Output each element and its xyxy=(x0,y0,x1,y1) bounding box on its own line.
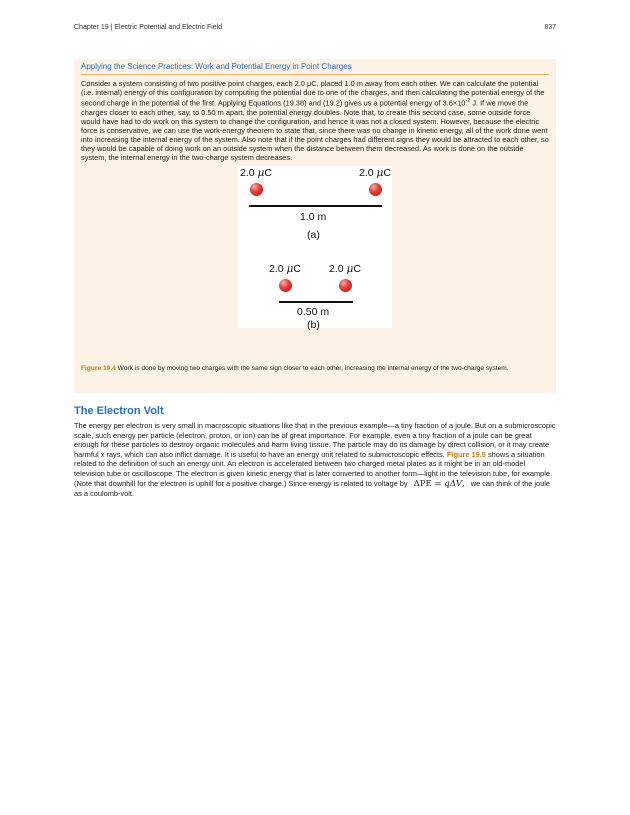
section-text-part-2: shows a situation related to the definition of such an energy unit. An electron is accelerated between two charged metal plates as it might be in an old-model television tube or oscilloscope. The electron is given kinetic energy that is later converted to another form—light in the television tube, for example. (Note that downhill for the electron is uphill for a positive charge.) Since energy is related to voltage by xyxy=(74,449,553,488)
distance-label-a: 1.0 m xyxy=(300,211,327,224)
figure-number: Figure 19.4 xyxy=(81,365,116,372)
chapter-title: Chapter 19 | Electric Potential and Electric Field xyxy=(74,24,223,31)
distance-bar-b xyxy=(279,301,353,303)
section-text-part-3: we can think of the joule as a coulomb-volt. xyxy=(74,478,551,499)
running-header xyxy=(74,24,556,31)
point-charge-b-right xyxy=(339,279,352,292)
distance-bar-a xyxy=(249,205,382,207)
feature-text-part-2: J. If we move the charges closer to each other, say, to 0.50 m apart, the potential energy doubles. Note that, to create this second case, some outside force would have had to do work on this system to change the configuration, and hence it was not a closed system. However, because the electric force is conservative, we can use the work-energy theorem to state that, since there was no change in kinetic energy, all of the work done went into increasing the internal energy of the system. Also note that if the point charges had different signs they would be attracted to each other, so they would be capable of doing work on an outside system when the distance between them decreased. As work is done on the outside system, the internal energy in the two-charge system decreases. xyxy=(81,98,549,163)
figure-caption xyxy=(81,365,549,373)
part-label-b: (b) xyxy=(307,319,320,332)
page-number: 837 xyxy=(544,24,556,31)
exponent: -2 xyxy=(465,98,471,105)
section-heading-electron-volt: The Electron Volt xyxy=(74,405,164,417)
point-charge-a-left xyxy=(250,183,263,196)
science-practices-feature-box xyxy=(74,59,556,393)
point-charge-a-right xyxy=(369,183,382,196)
figure-19-4-diagram xyxy=(238,166,392,332)
part-label-a: (a) xyxy=(307,229,320,242)
charge-label-b-left: 2.0 μC xyxy=(269,263,301,276)
point-charge-b-left xyxy=(279,279,292,292)
charge-label-b-right: 2.0 μC xyxy=(329,263,361,276)
distance-label-b: 0.50 m xyxy=(297,306,330,319)
feature-paragraph xyxy=(81,79,549,162)
caption-text: Work is done by moving two charges with the same sign closer to each other, increasing the internal energy of the two-charge system. xyxy=(115,365,509,372)
section-text-part-1: The energy per electron is very small in macroscopic situations like that in the previous example—a tiny fraction of a joule. But on a submicroscopic scale, such energy per particle (electron, proton, or ion) can be of great importance. For example, even a tiny fraction of a joule can be great enough for these particles to destroy organic molecules and harm living tissue. The particle may do its damage by direct collision, or it may create harmful x rays, which can also inflict damage. It is useful to have an energy unit related to submicroscopic effects. xyxy=(74,421,556,459)
figure-19-5-link[interactable]: Figure 19.5 xyxy=(446,449,486,459)
feature-text-part-1: Consider a system consisting of two positive point charges, each 2.0 μC, placed 1.0 m away from each other. We can calculate the potential (i.e. internal) energy of this configuration by computing the potential due to one of the charges, and then calculating the potential energy of the second charge in the potential of the first. Applying Equations (19.38) and (19.2) gives us a potential energy of 3.6×10 xyxy=(81,79,545,108)
feature-title: Applying the Science Practices: Work and Potential Energy in Point Charges xyxy=(81,62,549,75)
charge-label-a-left: 2.0 μC xyxy=(240,167,272,180)
energy-voltage-equation: ΔPE = qΔV, xyxy=(413,478,465,489)
charge-label-a-right: 2.0 μC xyxy=(359,167,391,180)
section-paragraph xyxy=(74,421,556,499)
